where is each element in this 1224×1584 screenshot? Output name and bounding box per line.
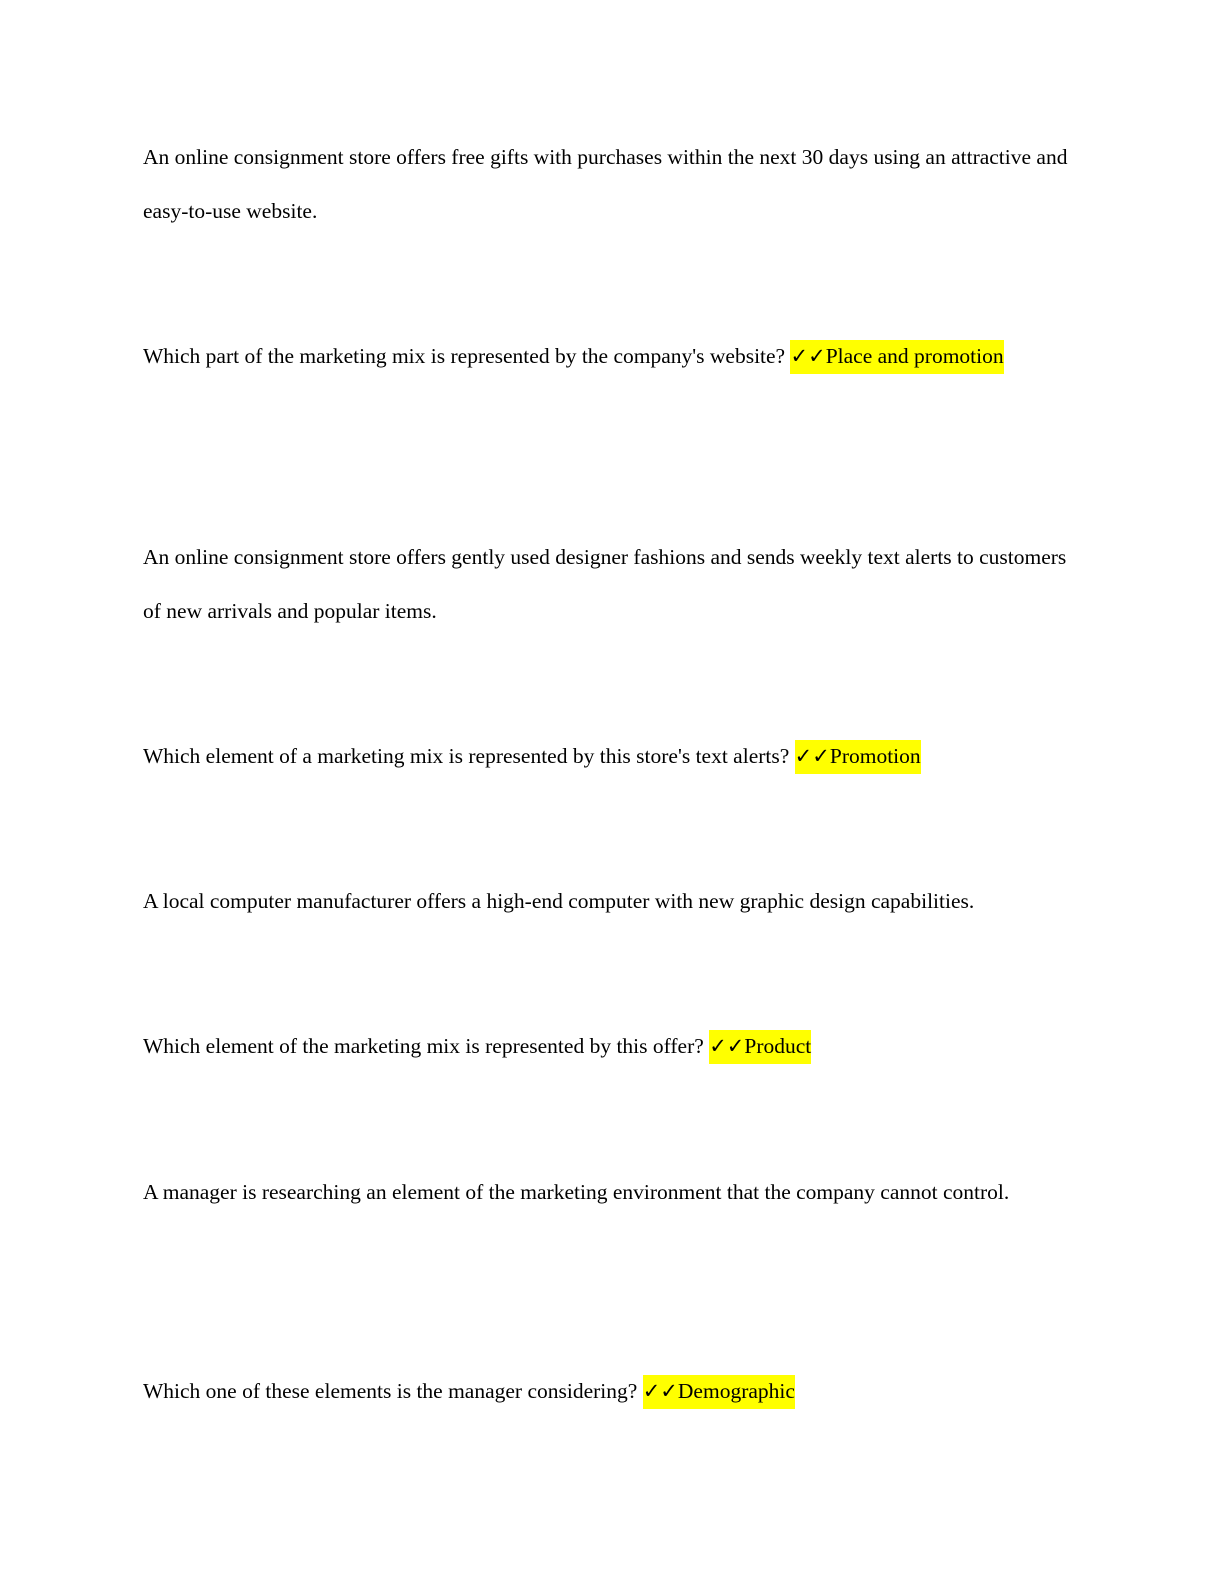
- check-mark-icon: ✓✓: [790, 344, 826, 368]
- scenario-text: A local computer manufacturer offers a high-end computer with new graphic design capabilities.: [143, 889, 975, 913]
- check-mark-icon: ✓✓: [642, 1379, 678, 1403]
- question-text: [143, 1361, 1083, 1421]
- answer-highlight: [790, 340, 1003, 374]
- question-text: [143, 326, 1083, 386]
- scenario-text: An online consignment store offers free gifts with purchases within the next 30 days using an attractive and easy-to-use website.: [143, 145, 1068, 223]
- answer-text: Product: [744, 1034, 812, 1058]
- answer-text: Place and promotion: [825, 344, 1004, 368]
- question-label: Which element of a marketing mix is represented by this store's text alerts?: [143, 744, 790, 768]
- answer-highlight: [795, 740, 921, 774]
- scenario-text: An online consignment store offers gently used designer fashions and sends weekly text alerts to customers of new arrivals and popular items.: [143, 545, 1067, 623]
- answer-highlight: [643, 1375, 795, 1409]
- scenario-text: A manager is researching an element of the marketing environment that the company cannot control.: [143, 1180, 1010, 1204]
- check-mark-icon: ✓✓: [794, 744, 830, 768]
- question-text: [143, 726, 1083, 786]
- check-mark-icon: ✓✓: [709, 1034, 745, 1058]
- question-label: Which element of the marketing mix is represented by this offer?: [143, 1034, 704, 1058]
- answer-highlight: [709, 1030, 811, 1064]
- question-text: [143, 1016, 1083, 1076]
- answer-text: Demographic: [677, 1379, 795, 1403]
- question-label: Which part of the marketing mix is represented by the company's website?: [143, 344, 786, 368]
- answer-text: Promotion: [829, 744, 921, 768]
- question-label: Which one of these elements is the manager considering?: [143, 1379, 638, 1403]
